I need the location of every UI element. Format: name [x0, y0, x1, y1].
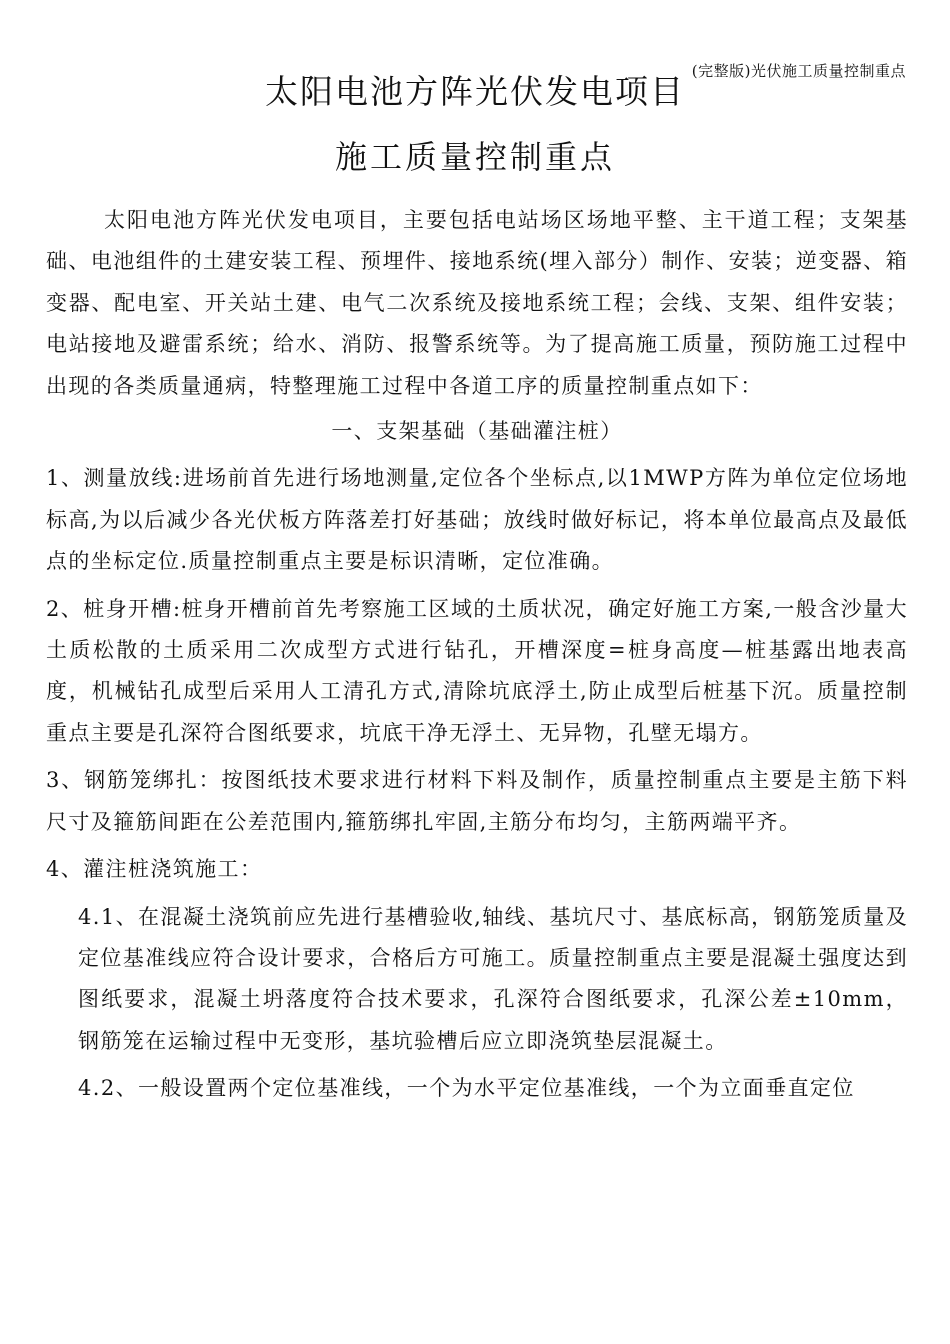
intro-paragraph: 太阳电池方阵光伏发电项目，主要包括电站场区场地平整、主干道工程；支架基础、电池组件的土建安装工程、预埋件、接地系统(埋入部分）制作、安装；逆变器、箱变器、配电室、开关站土建、电气二次系统及接地系统工程；会线、支架、组件安装；电站接地及避雷系统；给水、消防、报警系统等。为了提高施工质量，预防施工过程中出现的各类质量通病，特整理施工过程中各道工序的质量控制重点如下：: [46, 208, 908, 398]
document-body: [46, 200, 908, 1110]
list-item: 1、测量放线:进场前首先进行场地测量,定位各个坐标点,以1MWP方阵为单位定位场地标高,为以后减少各光伏板方阵落差打好基础；放线时做好标记，将本单位最高点及最低点的坐标定位.质量控制重点主要是标识清晰，定位准确。: [46, 466, 908, 574]
section-heading: 一、支架基础（基础灌注桩）: [331, 419, 623, 444]
list-item: 3、钢筋笼绑扎：按图纸技术要求进行材料下料及制作，质量控制重点主要是主筋下料尺寸及箍筋间距在公差范围内,箍筋绑扎牢固,主筋分布均匀，主筋两端平齐。: [46, 768, 908, 834]
document-title: 太阳电池方阵光伏发电项目: [265, 72, 685, 111]
list-item: 4、灌注桩浇筑施工：: [46, 857, 263, 882]
header-note: (完整版)光伏施工质量控制重点: [691, 62, 906, 80]
document-subtitle: 施工质量控制重点: [334, 138, 615, 176]
sub-list-item: 4.2、一般设置两个定位基准线，一个为水平定位基准线，一个为立面垂直定位: [78, 1076, 855, 1101]
sub-list-item: 4.1、在混凝土浇筑前应先进行基槽验收,轴线、基坑尺寸、基底标高，钢筋笼质量及定位基准线应符合设计要求，合格后方可施工。质量控制重点主要是混凝土强度达到图纸要求，混凝土坍落度符合技术要求，孔深符合图纸要求，孔深公差±10mm，钢筋笼在运输过程中无变形，基坑验槽后应立即浇筑垫层混凝土。: [78, 904, 908, 1053]
list-item: 2、桩身开槽:桩身开槽前首先考察施工区域的土质状况，确定好施工方案,一般含沙量大土质松散的土质采用二次成型方式进行钻孔，开槽深度=桩身高度—桩基露出地表高度，机械钻孔成型后采用人工清孔方式,清除坑底浮土,防止成型后桩基下沉。质量控制重点主要是孔深符合图纸要求，坑底干净无浮土、无异物，孔壁无塌方。: [46, 596, 908, 745]
